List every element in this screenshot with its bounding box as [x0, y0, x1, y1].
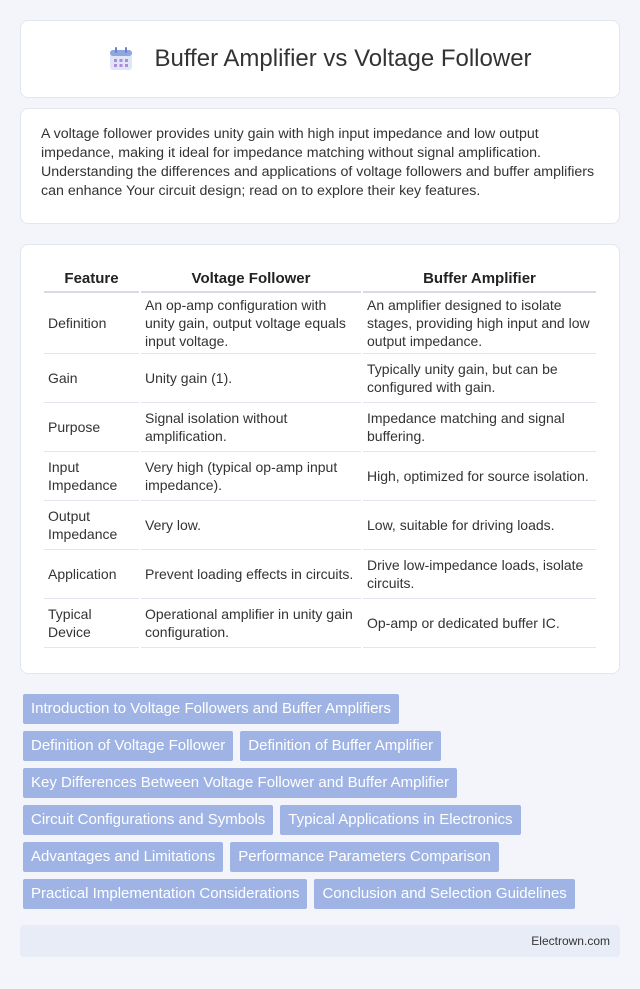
table-cell: Signal isolation without amplification. [141, 403, 361, 452]
tag-definition-voltage-follower[interactable]: Definition of Voltage Follower [23, 731, 233, 761]
table-cell: Low, suitable for driving loads. [363, 501, 596, 550]
table-cell: Input Impedance [44, 452, 139, 501]
comparison-table [42, 265, 598, 648]
table-cell: High, optimized for source isolation. [363, 452, 596, 501]
tag-practical-implementation[interactable]: Practical Implementation Considerations [23, 879, 307, 909]
table-cell: Drive low-impedance loads, isolate circuits. [363, 550, 596, 599]
table-cell: Op-amp or dedicated buffer IC. [363, 599, 596, 648]
footer-site[interactable]: Electrown.com [531, 934, 610, 948]
tag-conclusion[interactable]: Conclusion and Selection Guidelines [314, 879, 574, 909]
table-row [44, 599, 596, 648]
table-cell: Definition [44, 293, 139, 354]
table-cell: Gain [44, 354, 139, 403]
comparison-table-card [20, 244, 620, 674]
header-feature: Feature [44, 265, 139, 293]
page-title: Buffer Amplifier vs Voltage Follower [154, 45, 532, 72]
intro-card [20, 108, 620, 224]
table-cell: Very high (typical op-amp input impedance). [141, 452, 361, 501]
table-cell: Operational amplifier in unity gain configuration. [141, 599, 361, 648]
table-header-row [44, 265, 596, 293]
table-row [44, 452, 596, 501]
table-row [44, 501, 596, 550]
table-cell: Typical Device [44, 599, 139, 648]
table-cell: Impedance matching and signal buffering. [363, 403, 596, 452]
title-card [20, 20, 620, 98]
table-cell: Very low. [141, 501, 361, 550]
tag-advantages-limitations[interactable]: Advantages and Limitations [23, 842, 223, 872]
intro-text: A voltage follower provides unity gain with high input impedance and low output impedance, making it ideal for impedance matching without signal amplification. Understanding the differences and applications of voltage followers and buffer amplifiers can enhance Your circuit design; read on to explore their key features. [41, 126, 595, 199]
tag-performance-parameters[interactable]: Performance Parameters Comparison [230, 842, 499, 872]
tag-definition-buffer-amplifier[interactable]: Definition of Buffer Amplifier [240, 731, 441, 761]
header-buffer-amplifier: Buffer Amplifier [363, 265, 596, 293]
tag-circuit-configurations[interactable]: Circuit Configurations and Symbols [23, 805, 273, 835]
table-row [44, 403, 596, 452]
table-cell: Unity gain (1). [141, 354, 361, 403]
table-cell: Application [44, 550, 139, 599]
table-row [44, 550, 596, 599]
footer [20, 925, 620, 957]
table-cell: Purpose [44, 403, 139, 452]
header-voltage-follower: Voltage Follower [141, 265, 361, 293]
tag-introduction[interactable]: Introduction to Voltage Followers and Buffer Amplifiers [23, 694, 399, 724]
calendar-icon [108, 46, 134, 72]
table-cell: An amplifier designed to isolate stages, providing high input and low output impedance. [363, 293, 596, 354]
table-row [44, 354, 596, 403]
table-cell: Prevent loading effects in circuits. [141, 550, 361, 599]
table-cell: An op-amp configuration with unity gain, output voltage equals input voltage. [141, 293, 361, 354]
table-row [44, 293, 596, 354]
topic-tags [20, 694, 620, 916]
table-cell: Typically unity gain, but can be configured with gain. [363, 354, 596, 403]
table-cell: Output Impedance [44, 501, 139, 550]
tag-typical-applications[interactable]: Typical Applications in Electronics [280, 805, 520, 835]
tag-key-differences[interactable]: Key Differences Between Voltage Follower and Buffer Amplifier [23, 768, 457, 798]
